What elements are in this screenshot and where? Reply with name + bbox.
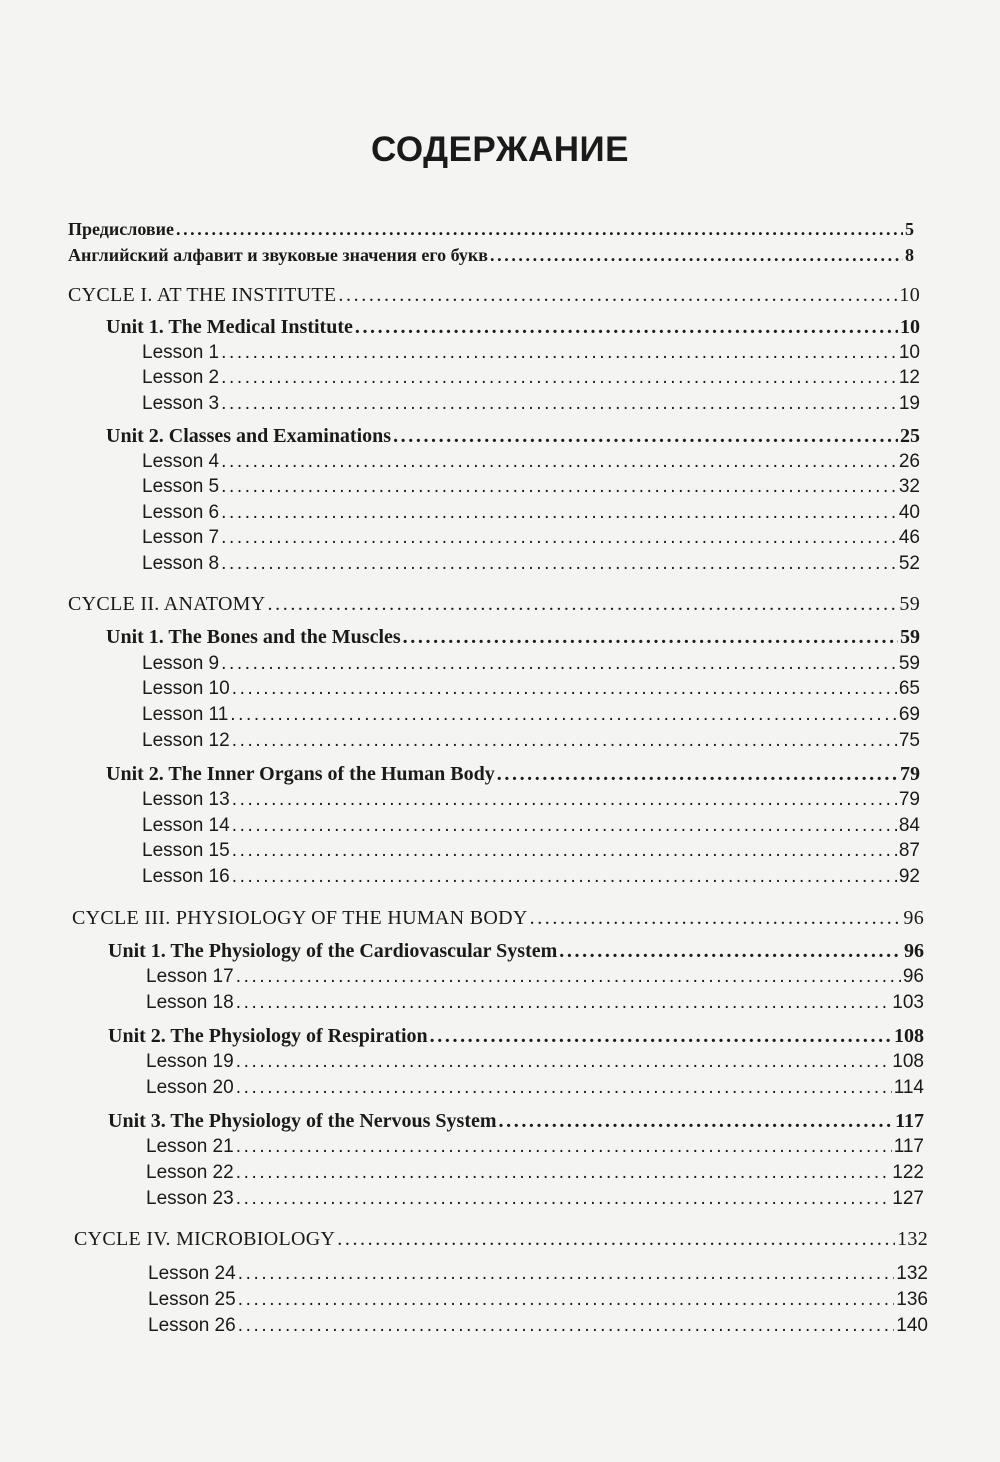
toc-entry-title: Unit 2. The Physiology of Respiration — [108, 1025, 428, 1047]
toc-entry-page: 8 — [905, 245, 914, 265]
dot-leader — [430, 1023, 892, 1049]
toc-entry-page: 108 — [892, 1051, 924, 1072]
toc-entry-title: Lesson 14 — [142, 815, 230, 836]
toc-entry-page: 69 — [898, 704, 920, 725]
toc-entry-title: Lesson 12 — [142, 730, 230, 751]
toc-entry-title: CYCLE III. PHYSIOLOGY OF THE HUMAN BODY — [72, 907, 528, 929]
toc-entry-page: 140 — [896, 1315, 928, 1336]
toc-entry-page: 117 — [895, 1110, 924, 1132]
toc-entry-title: Lesson 9 — [142, 653, 220, 674]
toc-lesson[interactable] — [142, 838, 920, 864]
toc-entry-title: Unit 2. The Inner Organs of the Human Body — [106, 763, 495, 785]
toc-entry-page: 96 — [902, 966, 924, 987]
toc-lesson[interactable] — [146, 1186, 924, 1212]
toc-entry-page: 132 — [897, 1228, 928, 1250]
dot-leader — [337, 1226, 895, 1252]
toc-entry-title: Lesson 21 — [146, 1136, 234, 1157]
toc-cycle[interactable] — [68, 282, 920, 308]
toc-lesson[interactable] — [148, 1313, 928, 1339]
toc-entry-page: 46 — [898, 527, 920, 548]
toc-entry-page: 10 — [898, 342, 920, 363]
dot-leader — [221, 651, 897, 677]
toc-unit[interactable] — [106, 624, 920, 650]
toc-entry-page: 12 — [898, 367, 920, 388]
toc-entry-title: Lesson 7 — [142, 527, 220, 548]
toc-entry-title: Lesson 26 — [148, 1315, 236, 1336]
toc-lesson[interactable] — [146, 1134, 924, 1160]
dot-leader — [238, 1313, 895, 1339]
toc-entry-page: 84 — [898, 815, 920, 836]
toc-entry-title: Lesson 15 — [142, 840, 230, 861]
toc-entry-page: 79 — [900, 763, 920, 785]
dot-leader — [221, 525, 897, 551]
dot-leader — [236, 964, 901, 990]
toc-entry-title: Lesson 2 — [142, 367, 220, 388]
toc-entry-title: Lesson 4 — [142, 451, 220, 472]
toc-entry-page: 117 — [893, 1136, 924, 1157]
toc-entry-title: Lesson 13 — [142, 789, 230, 810]
toc-lesson[interactable] — [142, 864, 920, 890]
toc-entry-title: Lesson 5 — [142, 476, 220, 497]
toc-entry-title: Lesson 20 — [146, 1077, 234, 1098]
dot-leader — [221, 365, 897, 391]
dot-leader — [490, 242, 903, 268]
dot-leader — [499, 1108, 894, 1134]
toc-entry-title: Lesson 25 — [148, 1289, 236, 1310]
toc-entry-page: 25 — [900, 425, 920, 447]
toc-entry-title: Lesson 22 — [146, 1162, 234, 1183]
dot-leader — [232, 864, 897, 890]
toc-entry-title: Lesson 1 — [142, 342, 220, 363]
toc-entry-title: Lesson 8 — [142, 553, 220, 574]
dot-leader — [355, 314, 898, 340]
dot-leader — [221, 340, 897, 366]
toc-entry-page: 96 — [904, 940, 924, 962]
dot-leader — [236, 1186, 891, 1212]
dot-leader — [176, 216, 903, 242]
toc-entry-title: Unit 1. The Medical Institute — [106, 316, 353, 338]
toc-lesson[interactable] — [146, 1049, 924, 1075]
toc-entry-page: 136 — [896, 1289, 928, 1310]
toc-unit[interactable] — [108, 938, 924, 964]
toc-entry-title: Lesson 17 — [146, 966, 234, 987]
toc-entry-page: 114 — [893, 1077, 924, 1098]
dot-leader — [221, 500, 897, 526]
dot-leader — [221, 449, 897, 475]
toc-lesson[interactable] — [142, 340, 920, 366]
dot-leader — [530, 905, 902, 931]
toc-lesson[interactable] — [142, 391, 920, 417]
dot-leader — [221, 474, 897, 500]
dot-leader — [221, 551, 897, 577]
dot-leader — [236, 1049, 891, 1075]
toc-entry-title: Английский алфавит и звуковые значения его букв — [68, 245, 489, 265]
dot-leader — [403, 624, 898, 650]
toc-lesson[interactable] — [148, 1287, 928, 1313]
toc-entry-page: 132 — [896, 1263, 928, 1284]
toc-entry-page: 122 — [892, 1162, 924, 1183]
dot-leader — [232, 728, 897, 754]
toc-cycle[interactable] — [68, 591, 920, 617]
toc-lesson[interactable] — [142, 449, 920, 475]
toc-lesson[interactable] — [148, 1261, 928, 1287]
toc-entry-title: Lesson 24 — [148, 1263, 236, 1284]
toc-lesson[interactable] — [142, 551, 920, 577]
toc-cycle[interactable] — [72, 905, 924, 931]
dot-leader — [232, 676, 897, 702]
toc-entry-title: Lesson 6 — [142, 502, 220, 523]
dot-leader — [236, 1134, 892, 1160]
toc-entry-page: 127 — [892, 1188, 924, 1209]
toc-entry-page: 5 — [905, 219, 914, 239]
toc-entry-title: Lesson 16 — [142, 866, 230, 887]
toc-lesson[interactable] — [142, 474, 920, 500]
toc-entry-title: Lesson 11 — [142, 704, 229, 725]
toc-unit[interactable] — [108, 1023, 924, 1049]
toc-entry-title: Lesson 3 — [142, 393, 220, 414]
toc-entry-title: CYCLE II. ANATOMY — [68, 593, 266, 615]
toc-unit[interactable] — [106, 761, 920, 787]
toc-entry-page: 65 — [898, 678, 920, 699]
toc-entry-page: 103 — [892, 992, 924, 1013]
toc-entry-page: 10 — [900, 316, 920, 338]
dot-leader — [236, 1160, 891, 1186]
toc-entry-title: Предисловие — [68, 219, 174, 239]
toc-entry-title: Unit 2. Classes and Examinations — [106, 425, 392, 447]
toc-unit[interactable] — [106, 314, 920, 340]
toc-entry-alphabet[interactable] — [68, 242, 914, 268]
toc-unit[interactable] — [108, 1108, 924, 1134]
dot-leader — [232, 838, 897, 864]
toc-entry-title: Lesson 18 — [146, 992, 234, 1013]
toc-entry-page: 32 — [898, 476, 920, 497]
dot-leader — [221, 391, 897, 417]
toc-unit[interactable] — [106, 423, 920, 449]
toc-entry-title: CYCLE I. AT THE INSTITUTE — [68, 284, 337, 306]
dot-leader — [393, 423, 898, 449]
toc-entry-page: 10 — [899, 284, 920, 306]
toc-entry-page: 59 — [899, 593, 920, 615]
toc-lesson[interactable] — [142, 525, 920, 551]
toc-entry-page: 92 — [898, 866, 920, 887]
dot-leader — [238, 1287, 895, 1313]
dot-leader — [559, 938, 902, 964]
toc-entry-page: 26 — [898, 451, 920, 472]
toc-entry-title: Lesson 23 — [146, 1188, 234, 1209]
dot-leader — [338, 282, 897, 308]
dot-leader — [238, 1261, 895, 1287]
toc-entry-page: 96 — [903, 907, 924, 929]
toc-entry-page: 75 — [898, 730, 920, 751]
toc-entry-page: 52 — [898, 553, 920, 574]
toc-entry-title: Lesson 10 — [142, 678, 230, 699]
dot-leader — [230, 702, 897, 728]
toc-entry-preface[interactable] — [68, 216, 914, 242]
page-title: СОДЕРЖАНИЕ — [370, 130, 629, 169]
toc-entry-title: Unit 3. The Physiology of the Nervous System — [108, 1110, 497, 1132]
toc-entry-title: CYCLE IV. MICROBIOLOGY — [74, 1228, 336, 1250]
toc-lesson[interactable] — [142, 813, 920, 839]
toc-lesson[interactable] — [142, 728, 920, 754]
dot-leader — [236, 990, 891, 1016]
dot-leader — [268, 591, 898, 617]
dot-leader — [232, 813, 897, 839]
toc-lesson[interactable] — [146, 1075, 924, 1101]
toc-lesson[interactable] — [142, 365, 920, 391]
toc-lesson[interactable] — [142, 651, 920, 677]
toc-lesson[interactable] — [142, 787, 920, 813]
toc-entry-page: 59 — [898, 653, 920, 674]
toc-entry-page: 87 — [898, 840, 920, 861]
dot-leader — [232, 787, 897, 813]
dot-leader — [497, 761, 898, 787]
toc-entry-page: 19 — [898, 393, 920, 414]
toc-entry-title: Unit 1. The Bones and the Muscles — [106, 626, 401, 648]
toc-entry-page: 108 — [894, 1025, 924, 1047]
toc-lesson[interactable] — [146, 964, 924, 990]
toc-entry-page: 59 — [900, 626, 920, 648]
toc-lesson[interactable] — [142, 500, 920, 526]
toc-entry-page: 79 — [898, 789, 920, 810]
toc-entry-page: 40 — [898, 502, 920, 523]
dot-leader — [236, 1075, 892, 1101]
toc-lesson[interactable] — [142, 676, 920, 702]
toc-entry-title: Lesson 19 — [146, 1051, 234, 1072]
toc-lesson[interactable] — [146, 990, 924, 1016]
toc-lesson[interactable] — [146, 1160, 924, 1186]
toc-cycle[interactable] — [74, 1226, 928, 1252]
toc-entry-title: Unit 1. The Physiology of the Cardiovascular System — [108, 940, 558, 962]
toc-lesson[interactable] — [142, 702, 920, 728]
